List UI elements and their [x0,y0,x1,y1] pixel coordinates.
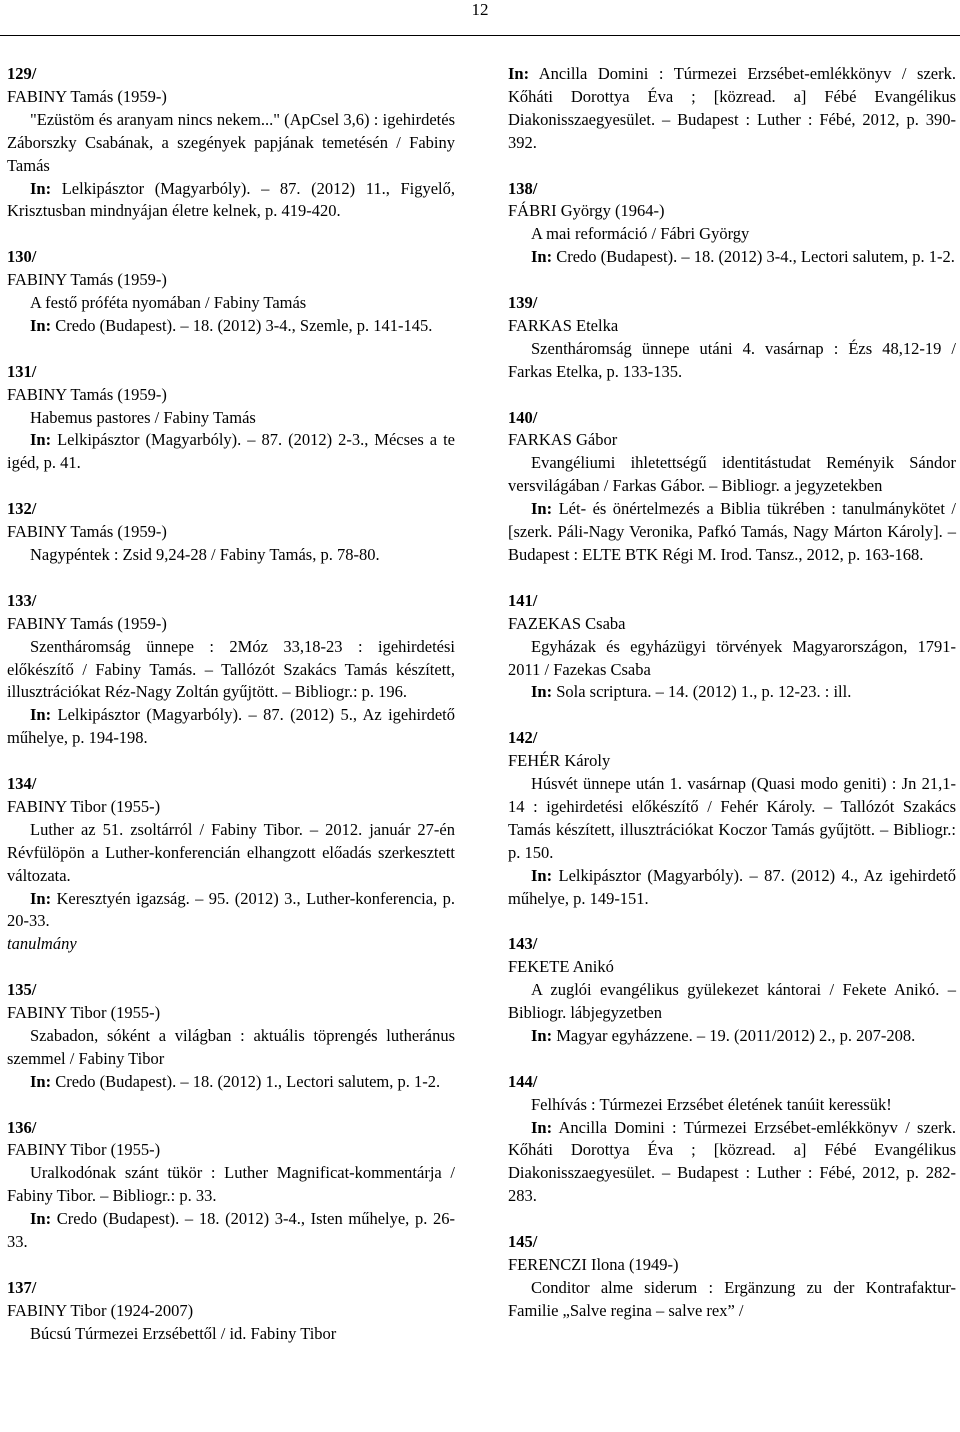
source-text: Credo (Budapest). – 18. (2012) 3-4., Isten műhelye, p. 26-33. [7,1209,455,1252]
entry-source [7,1208,455,1254]
source-label: In: [30,178,52,198]
page-number: 12 [471,0,489,19]
entry-title: Húsvét ünnepe után 1. vasárnap (Quasi modo geniti) : Jn 21,1-14 : igehirdetési előkészítő / Fehér Károly. – Tallózót Szakács Tamás készített, illusztrációkat Koczor Tamás gyűjtött. – Bibliogr.: p. 150. [508,774,956,862]
entry-number: 133/ [7,590,37,610]
source-label: In: [30,705,52,725]
source-label: In: [30,1209,52,1229]
entry-source [508,681,956,704]
source-text: Lelkipásztor (Magyarbóly). – 87. (2012) 11., Figyelő, Krisztusban mindnyájan életre kelnek, p. 419-420. [7,178,455,221]
entry-number: 140/ [508,407,538,427]
entry-author: FÁBRI György (1964-) [508,201,665,221]
entry-number: 143/ [508,934,538,954]
entry-number: 136/ [7,1117,37,1137]
source-label: In: [531,682,553,702]
entry-title: Nagypéntek : Zsid 9,24-28 / Fabiny Tamás, p. 78-80. [30,544,380,564]
entry-number: 132/ [7,499,37,519]
entry-source [7,1071,455,1094]
bibliography-entry [508,1231,956,1323]
entry-title: Szentháromság ünnepe utáni 4. vasárnap : Ézs 48,12-19 / Farkas Etelka, p. 133-135. [508,338,956,381]
entry-source [508,1117,956,1209]
entry-source [7,704,455,750]
source-label: In: [508,64,530,83]
source-text: Credo (Budapest). – 18. (2012) 3-4., Szemle, p. 141-145. [55,315,433,335]
entry-source [508,865,956,911]
bibliography-entry [7,590,455,750]
entry-source [7,315,455,338]
entry-title: Szabadon, sóként a világban : aktuális töprengés lutheránus szemmel / Fabiny Tibor [7,1025,455,1068]
bibliography-entry [7,498,455,567]
entry-author: FAZEKAS Csaba [508,613,626,633]
entry-author: FABINY Tamás (1959-) [7,384,167,404]
source-text: Credo (Budapest). – 18. (2012) 1., Lectori salutem, p. 1-2. [55,1071,441,1091]
bibliography-entry [7,979,455,1094]
entry-author: FEHÉR Károly [508,751,611,771]
source-text: Magyar egyházzene. – 19. (2011/2012) 2., p. 207-208. [556,1025,916,1045]
bibliography-entry [508,1071,956,1208]
entry-source [7,888,455,934]
entry-title: Conditor alme siderum : Ergänzung zu der Kontrafaktur-Familie „Salve regina – salve rex” / [508,1277,956,1320]
source-text: Sola scriptura. – 14. (2012) 1., p. 12-23. : ill. [556,682,852,702]
entry-source [508,246,956,269]
entry-number: 145/ [508,1232,538,1252]
entry-title: Evangéliumi ihletettségű identitástudat Reményik Sándor versvilágában / Farkas Gábor. – Bibliogr. a jegyzetekben [508,453,956,496]
entry-note: tanulmány [7,934,77,954]
entry-title: A festő próféta nyomában / Fabiny Tamás [30,293,307,313]
entry-author: FABINY Tibor (1955-) [7,1003,161,1023]
bibliography-entry [508,933,956,1048]
entry-author: FARKAS Etelka [508,315,619,335]
bibliography-entry [508,407,956,567]
entry-title: Uralkodónak szánt tükör : Luther Magnificat-kommentárja / Fabiny Tibor. – Bibliogr.: p. 33. [7,1163,455,1206]
source-text: Ancilla Domini : Túrmezei Erzsébet-emlékkönyv / szerk. Kőháti Dorottya Éva ; [közread. a] Fébé Evangélikus Diakonisszaegyesület. – Budapest : Luther : Fébé, 2012, p. 282-283. [508,1117,956,1206]
source-text: Keresztyén igazság. – 95. (2012) 3., Luther-konferencia, p. 20-33. [7,888,455,931]
entry-title: Habemus pastores / Fabiny Tamás [30,407,256,427]
entry-title: Szentháromság ünnepe : 2Móz 33,18-23 : igehirdetési előkészítő / Fabiny Tamás. – Tallózót Szakács Tamás készített, illusztrációkat Réz-Nagy Zoltán gyűjtött. – Bibliogr.: p. 196. [7,636,455,702]
bibliography-entry [508,292,956,384]
entry-number: 138/ [508,178,538,198]
source-label: In: [30,888,52,908]
right-column [508,63,956,1346]
source-text: Credo (Budapest). – 18. (2012) 3-4., Lectori salutem, p. 1-2. [556,247,955,267]
entry-number: 144/ [508,1071,538,1091]
bibliography-entry [508,178,956,270]
bibliography-entry [508,727,956,910]
bibliography-entry [508,590,956,705]
bibliography-entry [7,63,455,223]
entry-number: 130/ [7,247,37,267]
entry-title: A mai reformáció / Fábri György [531,224,750,244]
bibliography-entry [7,246,455,338]
source-label: In: [531,865,553,885]
left-column [7,63,455,1369]
source-text: Ancilla Domini : Túrmezei Erzsébet-emlékkönyv / szerk. Kőháti Dorottya Éva ; [közread. a] Fébé Evangélikus Diakonisszaegyesület. – Budapest : Luther : Fébé, 2012, p. 390-392. [508,64,956,152]
entry-number: 142/ [508,728,538,748]
source-label: In: [531,247,553,267]
source-label: In: [30,315,52,335]
entry-author: FERENCZI Ilona (1949-) [508,1255,679,1274]
entry-number: 137/ [7,1277,37,1297]
entry-author: FARKAS Gábor [508,430,618,450]
source-text: Lelkipásztor (Magyarbóly). – 87. (2012) 5., Az igehirdető műhelye, p. 194-198. [7,705,455,748]
entry-title: "Ezüstöm és aranyam nincs nekem..." (ApCsel 3,6) : igehirdetés Záborszky Csabának, a szegények papjának temetésén / Fabiny Tamás [7,109,455,175]
source-label: In: [531,499,553,519]
entry-source [508,498,956,567]
source-label: In: [30,430,52,450]
entry-title: Egyházak és egyházügyi törvények Magyarországon, 1791-2011 / Fazekas Csaba [508,636,956,679]
bibliography-entry [7,773,455,956]
bibliography-entry [7,361,455,476]
entry-number: 135/ [7,980,37,1000]
entry-title: Luther az 51. zsoltárról / Fabiny Tibor. – 2012. január 27-én Révfülöpön a Luther-konferencián elhangzott előadás szerkesztett változata. [7,819,455,885]
header-rule [0,35,960,36]
source-label: In: [30,1071,52,1091]
entry-number: 134/ [7,774,37,794]
source-text: Lelkipásztor (Magyarbóly). – 87. (2012) 2-3., Mécses a te igéd, p. 41. [7,430,455,473]
entry-source [508,63,956,155]
bibliography-entry [508,63,956,155]
bibliography-entry [7,1277,455,1346]
entry-title: Búcsú Túrmezei Erzsébettől / id. Fabiny Tibor [30,1323,337,1343]
entry-number: 129/ [7,64,37,83]
source-text: Lét- és önértelmezés a Biblia tükrében : tanulmánykötet / [szerk. Páli-Nagy Veronika, Pafkó Tamás, Nagy Márton Károly]. – Budapest : ELTE BTK Régi M. Irod. Tansz., 2012, p. 163-168. [508,499,957,564]
entry-author: FABINY Tibor (1955-) [7,1140,161,1160]
entry-author: FABINY Tamás (1959-) [7,270,167,290]
entry-source [7,429,455,475]
entry-source [508,1025,956,1048]
entry-author: FABINY Tamás (1959-) [7,86,167,106]
entry-author: FABINY Tibor (1955-) [7,796,161,816]
entry-author: FEKETE Anikó [508,957,614,977]
source-label: In: [531,1117,553,1137]
bibliography-entry [7,1117,455,1254]
entry-author: FABINY Tamás (1959-) [7,522,167,542]
entry-author: FABINY Tamás (1959-) [7,613,167,633]
entry-title: A zuglói evangélikus gyülekezet kántorai / Fekete Anikó. – Bibliogr. lábjegyzetben [508,980,956,1023]
source-label: In: [531,1025,553,1045]
entry-number: 139/ [508,293,538,313]
entry-author: FABINY Tibor (1924-2007) [7,1300,194,1320]
entry-number: 141/ [508,590,538,610]
source-text: Lelkipásztor (Magyarbóly). – 87. (2012) 4., Az igehirdető műhelye, p. 149-151. [508,865,956,908]
entry-source [7,178,455,224]
entry-number: 131/ [7,361,37,381]
entry-title: Felhívás : Túrmezei Erzsébet életének tanúit keressük! [531,1094,892,1114]
